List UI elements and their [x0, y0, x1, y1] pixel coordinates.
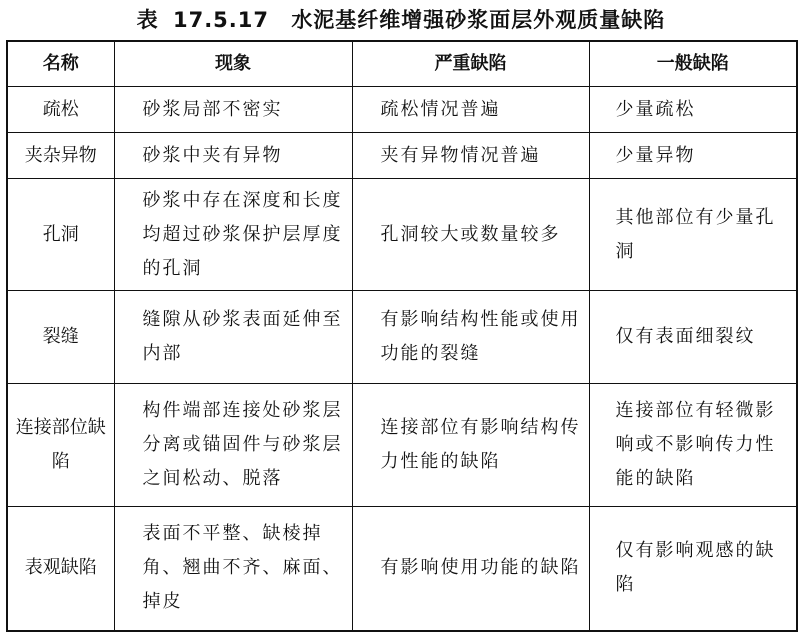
cell-general: 其他部位有少量孔洞 — [589, 179, 797, 291]
cell-name: 连接部位缺陷 — [7, 384, 114, 507]
defects-table — [6, 40, 798, 632]
table-title-text: 水泥基纤维增强砂浆面层外观质量缺陷 — [291, 8, 666, 32]
cell-severe: 连接部位有影响结构传力性能的缺陷 — [352, 384, 589, 507]
header-general-defect: 一般缺陷 — [589, 41, 797, 87]
cell-name: 夹杂异物 — [7, 133, 114, 179]
table-row — [7, 291, 797, 384]
table-title-prefix: 表 — [136, 8, 159, 32]
table-row — [7, 87, 797, 133]
cell-name: 裂缝 — [7, 291, 114, 384]
cell-name: 孔洞 — [7, 179, 114, 291]
cell-phenomenon: 砂浆中存在深度和长度均超过砂浆保护层厚度的孔洞 — [114, 179, 352, 291]
cell-phenomenon: 缝隙从砂浆表面延伸至内部 — [114, 291, 352, 384]
table-row — [7, 384, 797, 507]
cell-name: 表观缺陷 — [7, 507, 114, 631]
cell-severe: 孔洞较大或数量较多 — [352, 179, 589, 291]
table-row — [7, 133, 797, 179]
cell-phenomenon: 砂浆中夹有异物 — [114, 133, 352, 179]
cell-general: 少量疏松 — [589, 87, 797, 133]
header-severe-defect: 严重缺陷 — [352, 41, 589, 87]
table-title — [0, 4, 802, 34]
table-title-number: 17.5.17 — [172, 8, 269, 32]
cell-general: 少量异物 — [589, 133, 797, 179]
cell-general: 仅有表面细裂纹 — [589, 291, 797, 384]
header-name: 名称 — [7, 41, 114, 87]
cell-severe: 有影响结构性能或使用功能的裂缝 — [352, 291, 589, 384]
cell-severe: 疏松情况普遍 — [352, 87, 589, 133]
cell-name: 疏松 — [7, 87, 114, 133]
table-row — [7, 507, 797, 631]
cell-general: 仅有影响观感的缺陷 — [589, 507, 797, 631]
cell-phenomenon: 表面不平整、缺棱掉角、翘曲不齐、麻面、掉皮 — [114, 507, 352, 631]
table-row — [7, 179, 797, 291]
cell-phenomenon: 砂浆局部不密实 — [114, 87, 352, 133]
cell-severe: 有影响使用功能的缺陷 — [352, 507, 589, 631]
cell-general: 连接部位有轻微影响或不影响传力性能的缺陷 — [589, 384, 797, 507]
table-header-row — [7, 41, 797, 87]
cell-phenomenon: 构件端部连接处砂浆层分离或锚固件与砂浆层之间松动、脱落 — [114, 384, 352, 507]
header-phenomenon: 现象 — [114, 41, 352, 87]
cell-severe: 夹有异物情况普遍 — [352, 133, 589, 179]
